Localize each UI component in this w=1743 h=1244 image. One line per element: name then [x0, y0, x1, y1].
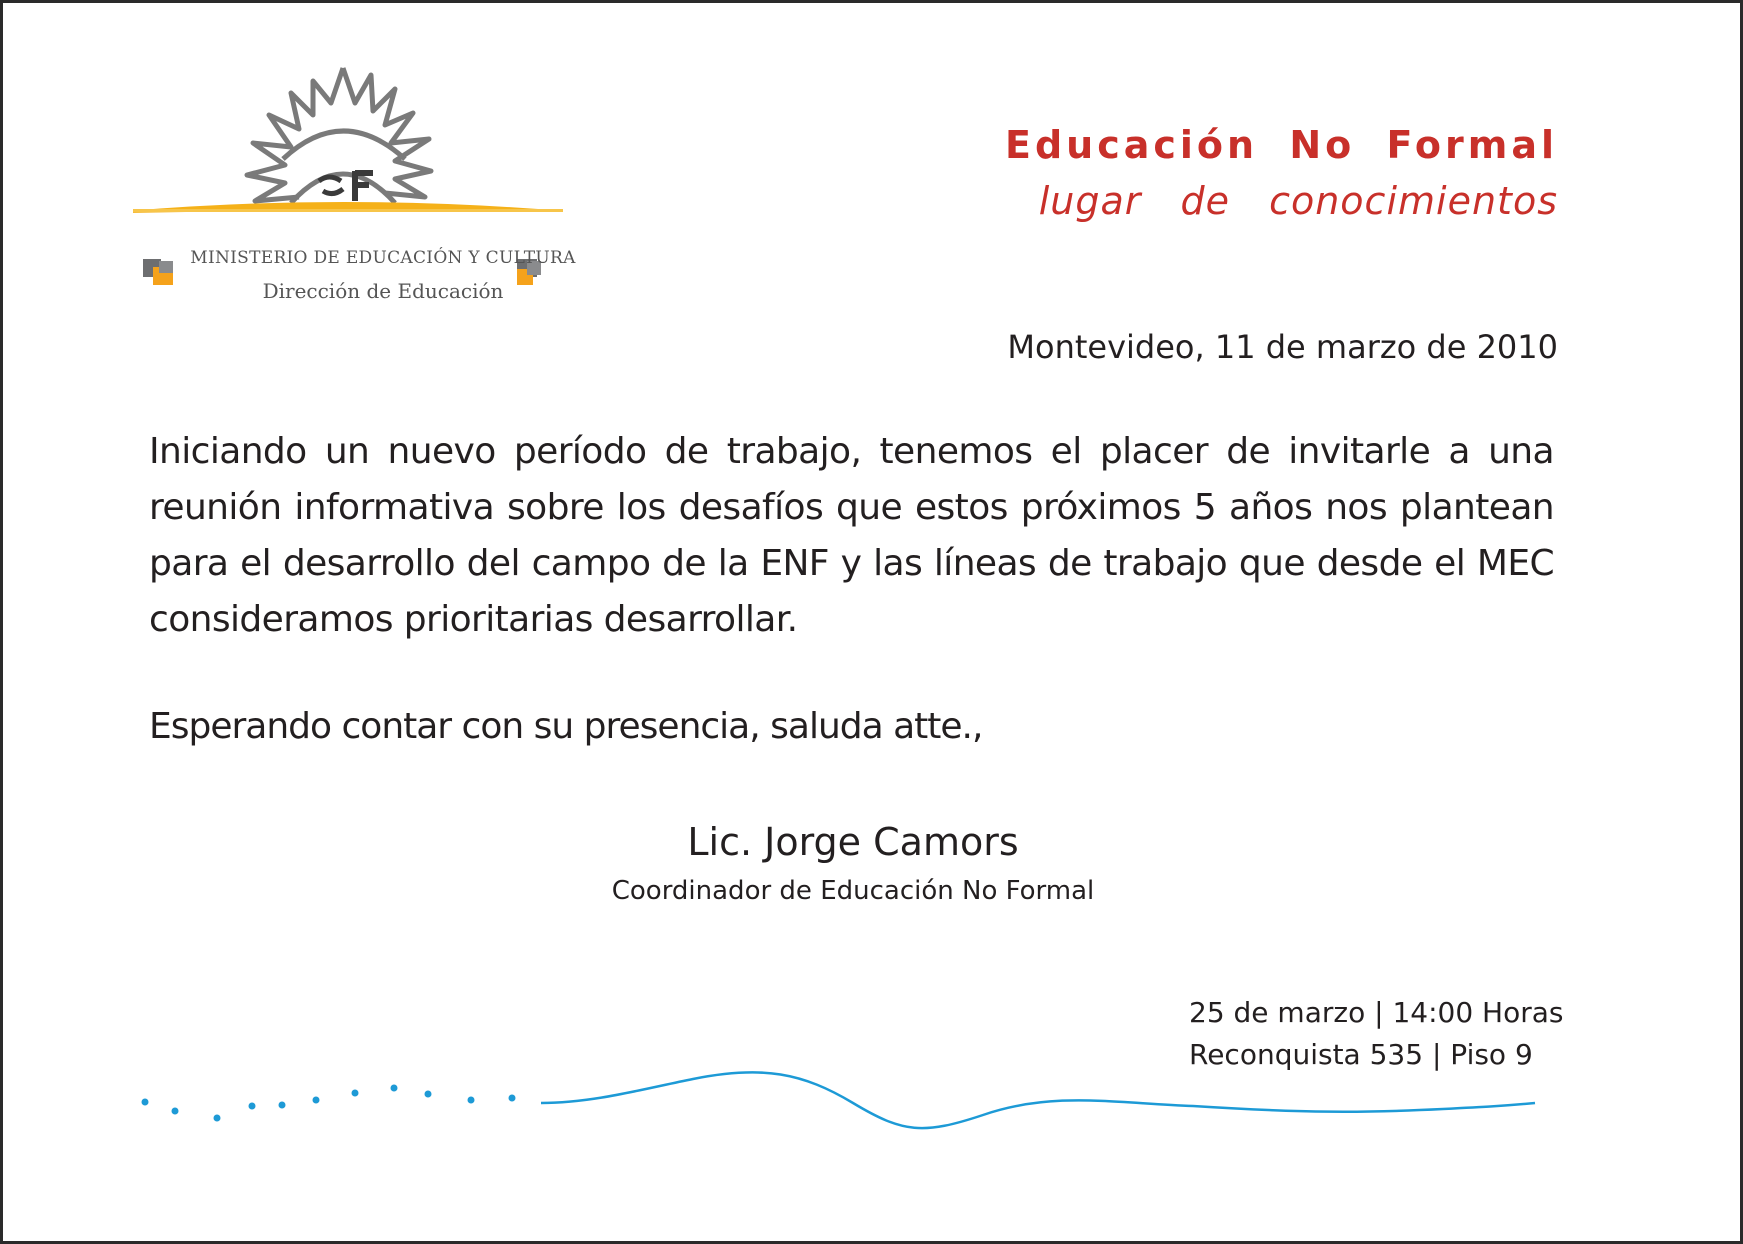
- event-date-time: 25 de marzo | 14:00 Horas: [1189, 996, 1564, 1029]
- letter-date: Montevideo, 11 de marzo de 2010: [1007, 328, 1558, 366]
- program-subtitle: lugar de conocimientos: [1038, 179, 1558, 223]
- signer-role: Coordinador de Educación No Formal: [611, 876, 1095, 906]
- ministry-name: MINISTERIO DE EDUCACIÓN Y CULTURA: [190, 248, 576, 268]
- letter-closing: Esperando contar con su presencia, saluda atte.,: [149, 706, 983, 747]
- program-title: Educación No Formal: [1005, 123, 1558, 167]
- dotted-wave-icon: [123, 1063, 1603, 1143]
- letter-body: Iniciando un nuevo período de trabajo, tenemos el placer de invitarle a una reunión informativa sobre los desafíos que estos próximos 5 años nos plantean para el desarrollo del campo de la ENF y las líneas de trabajo que desde el MEC consideramos prioritarias desarrollar.: [149, 431, 1554, 640]
- direction-name: Dirección de Educación: [262, 279, 504, 303]
- event-location: Reconquista 535 | Piso 9: [1189, 1038, 1533, 1071]
- ministry-logo: [133, 63, 633, 328]
- signer-name: Lic. Jorge Camors: [687, 820, 1019, 864]
